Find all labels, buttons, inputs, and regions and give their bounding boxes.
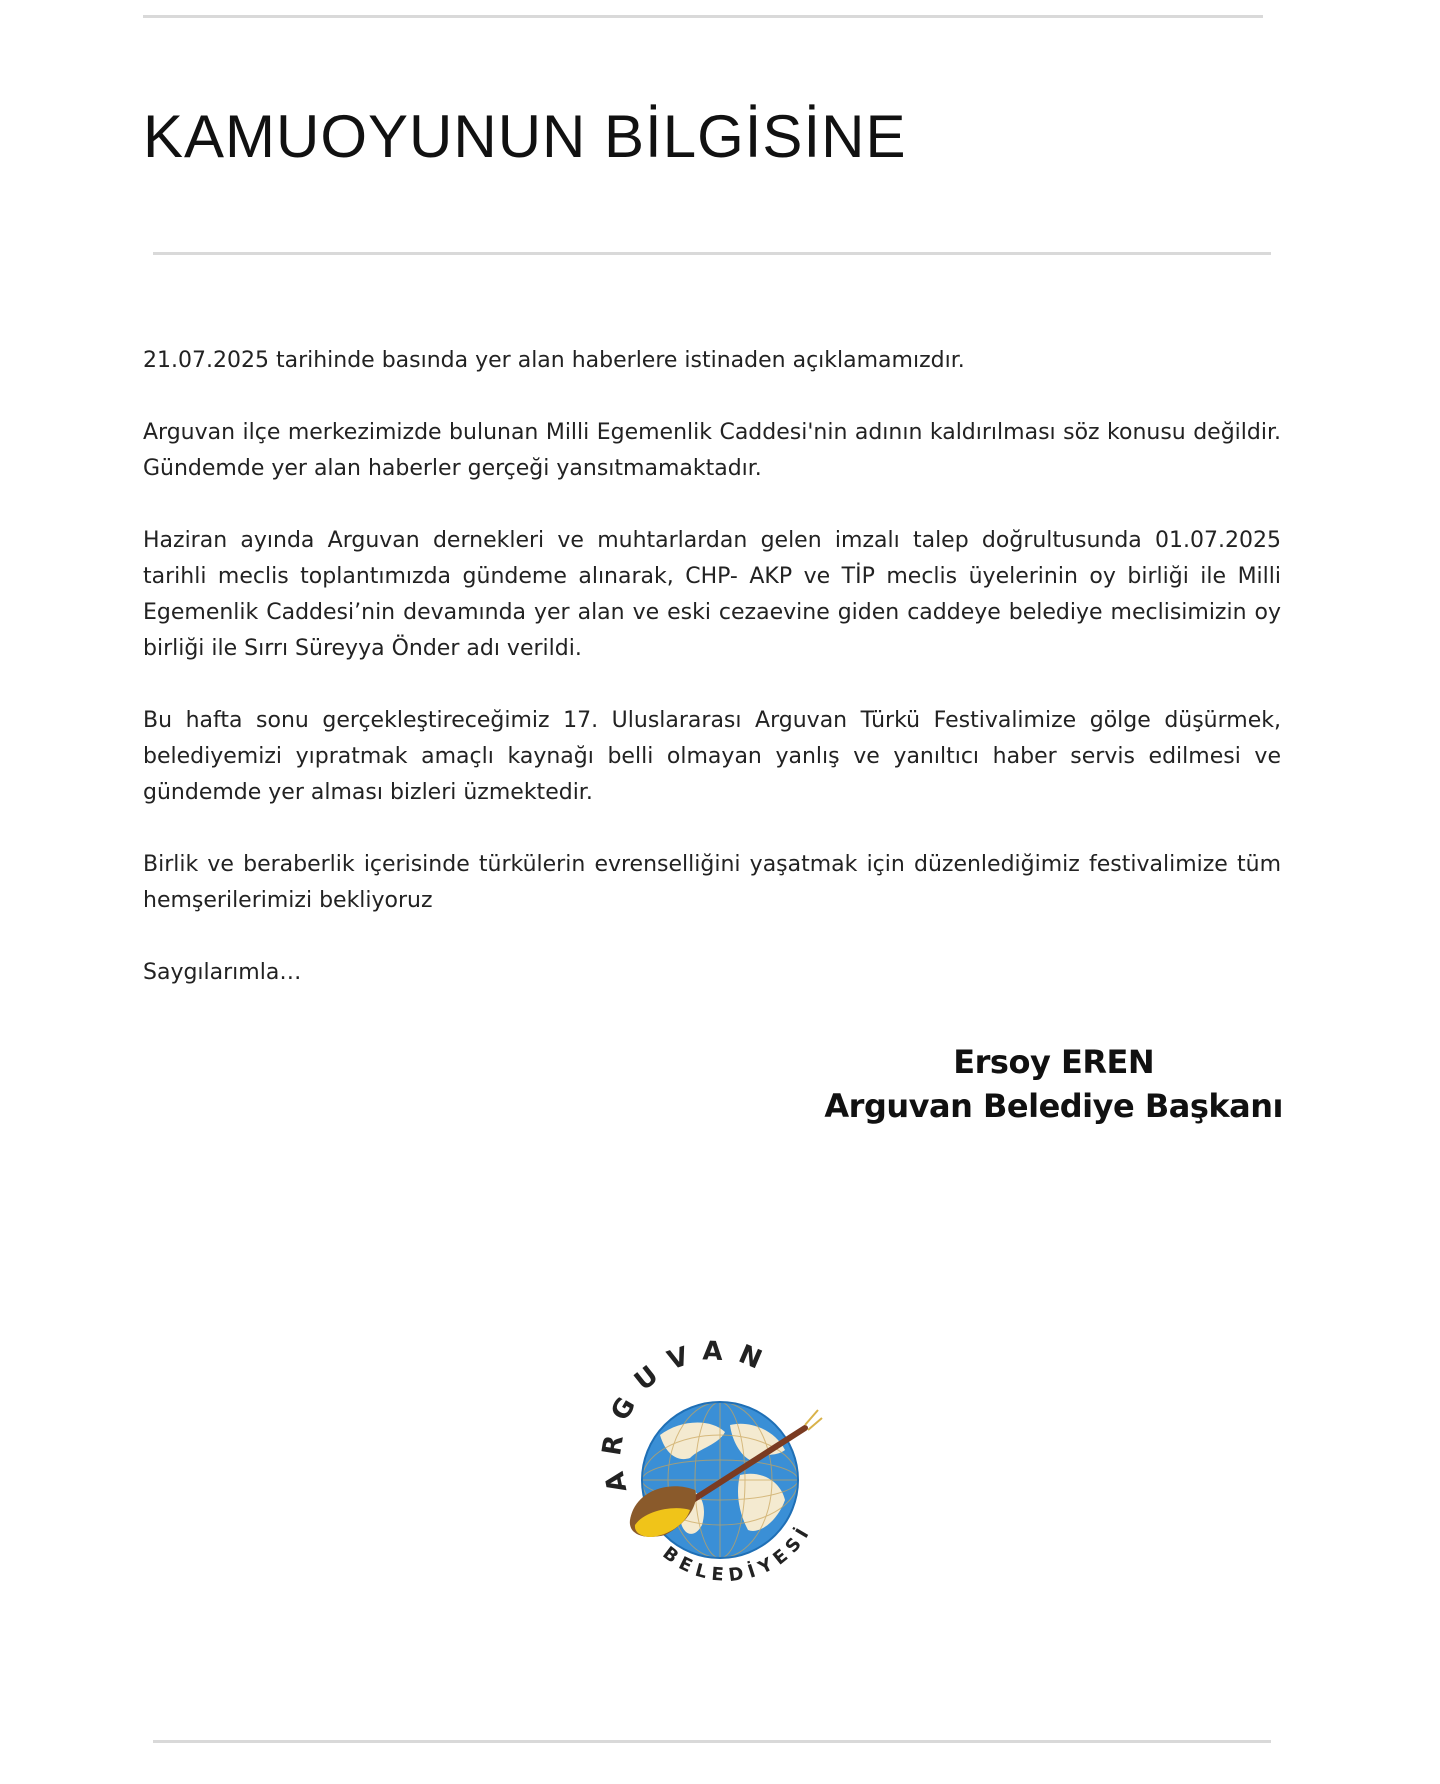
title-divider — [153, 252, 1271, 255]
bottom-divider — [153, 1740, 1271, 1743]
paragraph-intro: 21.07.2025 tarihinde basında yer alan haberlere istinaden açıklamamızdır. — [143, 348, 965, 373]
paragraph-festival: Bu hafta sonu gerçekleştireceğimiz 17. Uluslararası Arguvan Türkü Festivalimize gölge düşürmek, belediyemizi yıpratmak amaçlı kaynağı belli olmayan yanlış ve yanıltıcı haber servis edilmesi ve gündemde yer alması bizleri üzmektedir. — [143, 708, 1281, 805]
signature-block — [824, 1040, 1283, 1128]
paragraph-closing: Saygılarımla… — [143, 960, 302, 985]
globe-with-baglama-logo-icon — [590, 1340, 850, 1600]
top-divider — [143, 15, 1263, 18]
signatory-name: Ersoy EREN — [953, 1043, 1155, 1081]
municipality-logo — [590, 1340, 850, 1600]
document-body — [143, 343, 1281, 1027]
paragraph-council-decision: Haziran ayında Arguvan dernekleri ve muhtarlardan gelen imzalı talep doğrultusunda 01.07.2025 tarihli meclis toplantımızda gündeme alınarak, CHP- AKP ve TİP meclis üyelerinin oy birliği ile Milli Egemenlik Caddesi’nin devamında yer alan ve eski cezaevine giden caddeye belediye meclisimizin oy birliği ile Sırrı Süreyya Önder adı verildi. — [143, 528, 1281, 661]
logo-top-text: ARGUVAN — [597, 1340, 779, 1495]
paragraph-invitation: Birlik ve beraberlik içerisinde türkülerin evrenselliğini yaşatmak için düzenlediğimiz festivalimize tüm hemşerilerimizi bekliyoruz — [143, 852, 1281, 913]
document-title: KAMUOYUNUN BİLGİSİNE — [143, 103, 907, 170]
logo-bottom-text: BELEDİYESİ — [658, 1520, 817, 1587]
signatory-role: Arguvan Belediye Başkanı — [824, 1087, 1283, 1125]
paragraph-street-name: Arguvan ilçe merkezimizde bulunan Milli Egemenlik Caddesi'nin adının kaldırılması söz konusu değildir. Gündemde yer alan haberler gerçeği yansıtmamaktadır. — [143, 420, 1281, 481]
